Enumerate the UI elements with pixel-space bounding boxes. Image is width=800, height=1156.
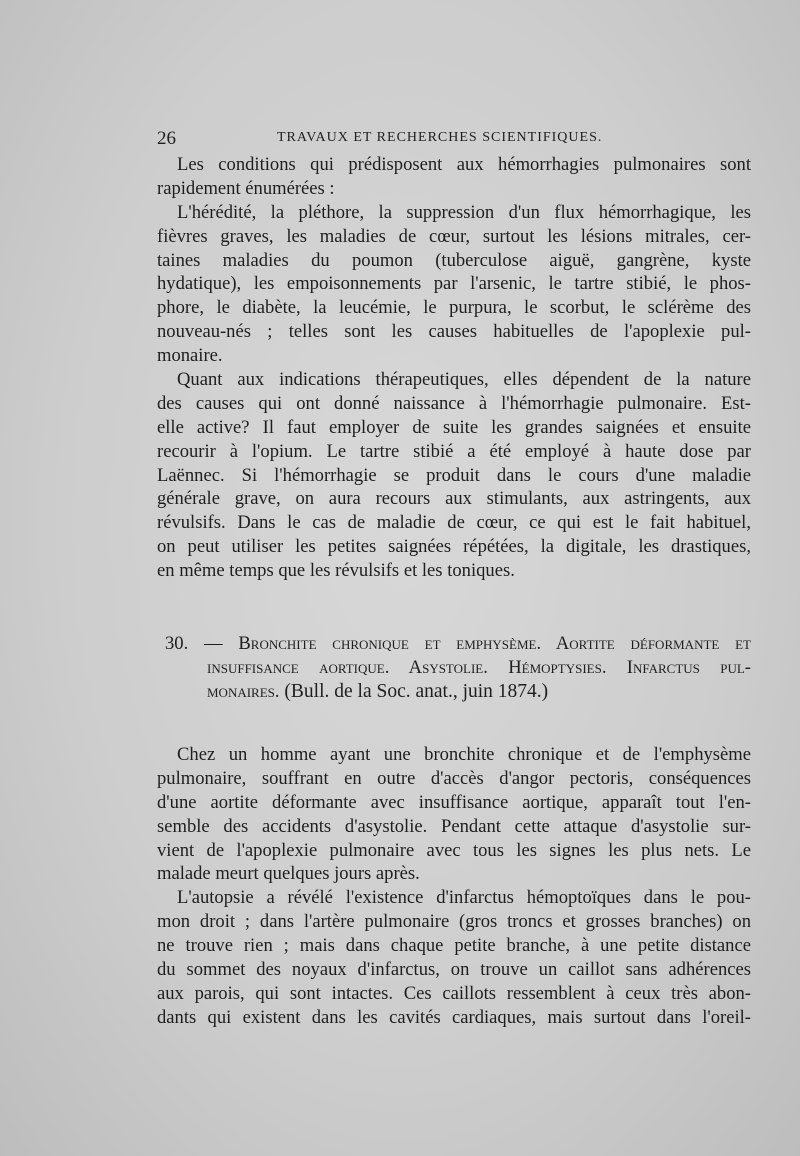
text-line: Quant aux indications thérapeutiques, elles dépendent de la nature [177,369,751,391]
text-line: L'autopsie a révélé l'existence d'infarctus hémoptoïques dans le pou- [177,887,751,909]
text-line: Laënnec. Si l'hémorrhagie se produit dans le cours d'une maladie [157,464,751,486]
section-1-text [157,153,751,583]
text-line: dants qui existent dans les cavités cardiaques, mais surtout dans l'oreil- [157,1006,751,1028]
page-header [157,128,612,152]
page-number: 26 [157,128,176,149]
text-line: aux parois, qui sont intactes. Ces caillots ressemblent à ceux très abon- [157,982,751,1004]
article-heading [157,632,751,704]
text-line: rapidement énumérées : [157,177,335,199]
text-line: L'hérédité, la pléthore, la suppression d'un flux hémorrhagique, les [177,201,751,223]
text-line: Chez un homme ayant une bronchite chronique et de l'emphysème [177,744,751,765]
text-line: Les conditions qui prédisposent aux hémorrhagies pulmonaires sont [177,154,751,175]
text-line: du sommet des noyaux d'infarctus, on trouve un caillot sans adhérences [157,959,751,981]
text-line: révulsifs. Dans le cas de maladie de cœur, ce qui est le fait habituel, [157,512,751,534]
article-reference: (Bull. de la Soc. anat., juin 1874.) [279,680,549,702]
text-line: ne trouve rien ; mais dans chaque petite branche, à une petite distance [157,935,751,957]
text-line: taines maladies du poumon (tuberculose aiguë, gangrène, kyste [157,249,751,271]
article-title-line: 30. — Bronchite chronique et emphysème. Aortite déformante et [165,633,751,654]
text-line: mon droit ; dans l'artère pulmonaire (gros troncs et grosses branches) on [157,911,751,933]
article-title-end: monaires. [207,680,280,702]
section-2-text [157,743,751,1030]
text-line: pulmonaire, souffrant en outre d'accès d'angor pectoris, conséquences [157,767,751,789]
running-title: TRAVAUX ET RECHERCHES SCIENTIFIQUES. [277,130,603,145]
text-line: nouveau-nés ; telles sont les causes habituelles de l'apoplexie pul- [157,321,751,343]
text-line: on peut utiliser les petites saignées répétées, la digitale, les drastiques, [157,536,751,558]
text-line: semble des accidents d'asystolie. Pendant cette attaque d'asystolie sur- [157,815,751,837]
text-line: des causes qui ont donné naissance à l'hémorrhagie pulmonaire. Est- [157,392,751,414]
text-line: recourir à l'opium. Le tartre stibié a été employé à haute dose par [157,440,751,462]
text-line: phore, le diabète, la leucémie, le purpura, le scorbut, le sclérème des [157,297,751,319]
text-line: elle active? Il faut employer de suite les grandes saignées et ensuite [157,416,751,438]
text-line: d'une aortite déformante avec insuffisance aortique, apparaît tout l'en- [157,791,751,813]
text-line: générale grave, on aura recours aux stimulants, aux astringents, aux [157,488,751,510]
text-line: fièvres graves, les maladies de cœur, surtout les lésions mitrales, cer- [157,225,751,247]
text-line: malade meurt quelques jours après. [157,863,420,885]
text-line: hydatique), les empoisonnements par l'arsenic, le tartre stibié, le phos- [157,273,751,295]
text-line: monaire. [157,345,223,367]
article-title-line [157,680,751,704]
text-line: en même temps que les révulsifs et les toniques. [157,560,515,582]
article-title-line: insuffisance aortique. Asystolie. Hémoptysies. Infarctus pul- [207,656,751,678]
text-line: vient de l'apoplexie pulmonaire avec tous les signes les plus nets. Le [157,839,751,861]
